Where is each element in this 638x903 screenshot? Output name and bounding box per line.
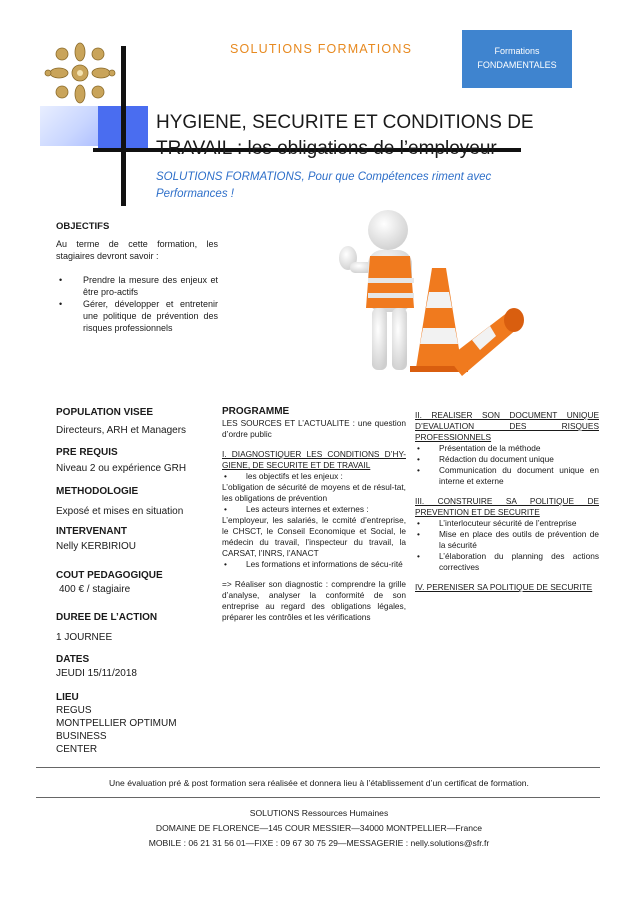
bullet-icon: • — [417, 551, 420, 561]
programme-text: L’obligation de sécurité de moyens et de résul-tat, les obligations de prévention — [222, 482, 406, 503]
list-item — [415, 443, 599, 454]
list-item — [56, 274, 218, 298]
programme-section-1-title: I. DIAGNOSTIQUER LES CONDITIONS D’HY-GIENE, DE SECURITE ET DE TRAVAIL — [222, 449, 406, 470]
programme-item: Communication du document unique en interne et externe — [439, 465, 599, 486]
programme-item: Présentation de la méthode — [439, 443, 541, 453]
cost-value: 400 € / stagiaire — [59, 584, 131, 595]
programme-item: Mise en place des outils de prévention de la sécurité — [439, 529, 599, 550]
duration-heading: DUREE DE L’ACTION — [56, 612, 158, 623]
footer-rule-top — [36, 767, 600, 768]
trainer-block — [56, 526, 226, 553]
programme-section-3-title: III. CONSTRUIRE SA POLITIQUE DE PREVENTION ET DE SECURITE — [415, 496, 599, 517]
programme-item: L’élaboration du planning des actions correctives — [439, 551, 599, 572]
footer-address: DOMAINE DE FLORENCE—145 COUR MESSIER—34000 MONTPELLIER—France — [155, 823, 483, 833]
programme-item: L’interlocuteur sécurité de l’entreprise — [439, 518, 577, 528]
objectives-list — [56, 274, 218, 334]
prerequisites-value: Niveau 2 ou expérience GRH — [56, 463, 187, 474]
bullet-icon: • — [59, 275, 63, 285]
programme-section — [222, 405, 406, 623]
safety-worker-illustration — [330, 200, 530, 395]
programme-item: Les acteurs internes et externes : — [246, 504, 369, 514]
footer-contact — [0, 806, 638, 851]
prerequisites-heading: PRE REQUIS — [56, 447, 118, 458]
location-line-3: CENTER — [56, 744, 98, 755]
bullet-icon: • — [417, 454, 420, 464]
list-item — [222, 471, 406, 482]
programme-item: les objectifs et les enjeux : — [246, 471, 343, 481]
programme-item: Rédaction du document unique — [439, 454, 554, 464]
objectives-section — [56, 221, 218, 334]
dates-block — [56, 654, 226, 680]
dates-value: JEUDI 15/11/2018 — [56, 668, 137, 679]
programme-intro: LES SOURCES ET L’ACTUALITE : une question d’ordre public — [222, 418, 406, 439]
objectives-intro: Au terme de cette formation, les stagiaires devront savoir : — [56, 239, 218, 261]
methodology-block — [56, 486, 226, 518]
footer-phone-email: MOBILE : 06 21 31 56 01—FIXE : 09 67 30 75 29—MESSAGERIE : nelly.solutions@sfr.fr — [148, 838, 490, 848]
category-badge — [462, 30, 572, 88]
programme-text: L’employeur, les salariés, le ccmité d’entreprise, le CHSCT, le Conseil Economique et Social, le médecin du travail, l’inspecteur du travail, la CARSAT, l’INRS, l’ANACT — [222, 515, 406, 558]
location-line-2: MONTPELLIER OPTIMUM BUSINESS — [56, 718, 177, 742]
list-item — [415, 551, 599, 573]
objectives-heading: OBJECTIFS — [56, 221, 110, 232]
list-item — [415, 465, 599, 487]
objective-text: Prendre la mesure des enjeux et être pro-actifs — [83, 275, 218, 297]
methodology-heading: METHODOLOGIE — [56, 486, 139, 497]
brand-name: SOLUTIONS FORMATIONS — [230, 42, 413, 56]
population-value: Directeurs, ARH et Managers — [56, 425, 187, 436]
bullet-icon: • — [224, 559, 227, 569]
cost-heading: COUT PEDAGOGIQUE — [56, 570, 163, 581]
list-item — [56, 298, 218, 334]
bullet-icon: • — [224, 504, 227, 514]
footer-rule-bottom — [36, 797, 600, 798]
cost-block — [56, 570, 226, 596]
bullet-icon: • — [417, 443, 420, 453]
duration-block — [56, 612, 226, 644]
programme-heading: PROGRAMME — [222, 406, 290, 417]
location-block — [56, 692, 226, 756]
programme-diagnostic-text: => Réaliser son diagnostic : comprendre la grille d’analyse, analyser la conformité de son entreprise au regard des obligations légales, préparer les contrôles et les vérifications — [222, 579, 406, 622]
bullet-icon: • — [417, 518, 420, 528]
vertical-rule — [121, 46, 126, 206]
badge-line-1: Formations — [494, 46, 540, 56]
programme-item: Les formations et informations de sécu-rité — [246, 559, 403, 569]
bullet-icon: • — [417, 465, 420, 475]
programme-continued — [415, 410, 599, 593]
location-heading: LIEU — [56, 692, 79, 703]
bullet-icon: • — [59, 299, 63, 309]
title-line-1: HYGIENE, SECURITE ET CONDITIONS DE — [156, 112, 534, 133]
list-item — [415, 454, 599, 465]
document-title — [156, 110, 536, 162]
bullet-icon: • — [224, 471, 227, 481]
dates-heading: DATES — [56, 654, 90, 665]
badge-line-2: FONDAMENTALES — [477, 60, 557, 70]
population-block — [56, 407, 226, 437]
trainer-value: Nelly KERBIRIOU — [56, 541, 137, 552]
programme-section-4-title: IV. PERENISER SA POLITIQUE DE SECURITE — [415, 582, 593, 592]
prerequisites-block — [56, 447, 226, 475]
decorative-light-block — [40, 106, 100, 146]
certificate-note: Une évaluation pré & post formation sera réalisée et donnera lieu à l’établissement d’un certificat de formation. — [109, 778, 529, 788]
document-subtitle: SOLUTIONS FORMATIONS, Pour que Compétences riment avec Performances ! — [156, 171, 492, 200]
list-item — [222, 504, 406, 515]
trainer-heading: INTERVENANT — [56, 526, 127, 537]
title-line-2: TRAVAIL : les obligations de l’employeur — [156, 138, 497, 159]
population-heading: POPULATION VISEE — [56, 407, 154, 418]
objective-text: Gérer, développer et entretenir une politique de prévention des risques professionnels — [83, 299, 218, 333]
list-item — [222, 559, 406, 570]
list-item — [415, 529, 599, 551]
programme-section-2-title: II. REALISER SON DOCUMENT UNIQUE D’EVALUATION DES RISQUES PROFESSIONNELS — [415, 410, 599, 442]
duration-value: 1 JOURNEE — [56, 632, 113, 643]
list-item — [415, 518, 599, 529]
footer-company: SOLUTIONS Ressources Humaines — [249, 808, 389, 818]
gold-ornament-logo — [40, 38, 120, 108]
bullet-icon: • — [417, 529, 420, 539]
methodology-value: Exposé et mises en situation — [56, 506, 184, 517]
location-line-1: REGUS — [56, 705, 92, 716]
